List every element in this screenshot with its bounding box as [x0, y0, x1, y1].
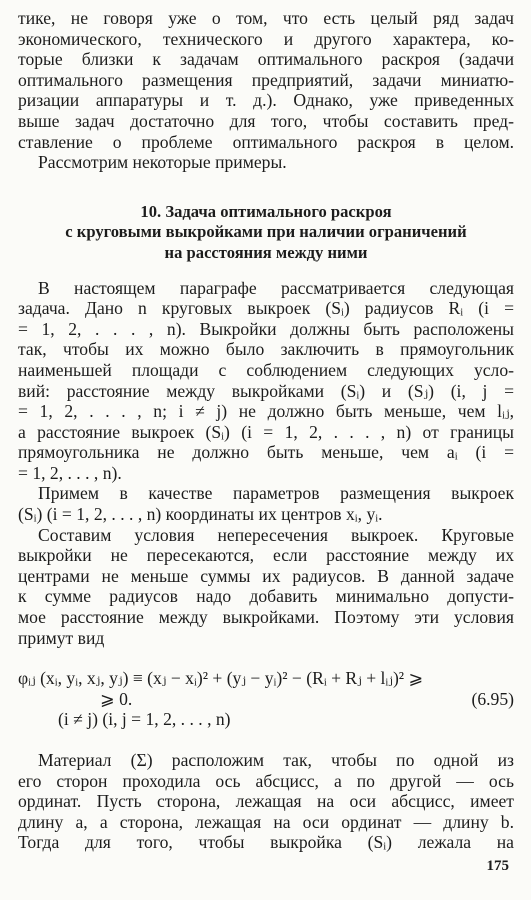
text-line: выкройки не пересекаются, если расстояние между их: [18, 545, 514, 566]
text-line: (Sᵢ) (i = 1, 2, . . . , n) координаты их центров xᵢ, yᵢ.: [18, 504, 383, 525]
page-body: [18, 8, 514, 853]
formula-line-1: φᵢⱼ (xᵢ, yᵢ, xⱼ, yⱼ) ≡ (xⱼ − xᵢ)² + (yⱼ − yᵢ)² − (Rᵢ + Rⱼ + lᵢⱼ)² ⩾: [18, 668, 424, 689]
intro-paragraph: [18, 8, 514, 173]
text-line: центрами не меньше суммы их радиусов. В данной задаче: [18, 565, 514, 586]
heading-line: на расстояния между ними: [164, 242, 368, 262]
text-line: Материал (Σ) расположим так, чтобы по одной из: [38, 750, 514, 770]
text-line: задача. Дано n круговых выкроек (Sᵢ) радиусов Rᵢ (i =: [18, 298, 514, 319]
paragraph-problem: [18, 278, 514, 484]
text-line: Рассмотрим некоторые примеры.: [38, 152, 287, 173]
heading-line: 10. Задача оптимального раскроя: [140, 201, 392, 221]
text-line: Тогда для того, чтобы выкройка (Sᵢ) лежала на: [18, 832, 514, 853]
text-line: выше задач достаточно для того, чтобы составить пред-: [18, 110, 514, 131]
section-heading: [18, 202, 514, 264]
text-line: к сумме радиусов надо добавить минимально допусти-: [18, 586, 514, 607]
formula-condition: (i ≠ j) (i, j = 1, 2, . . . , n): [58, 709, 231, 730]
equation-number: (6.95): [471, 688, 514, 709]
text-line: а расстояние выкроек (Sᵢ) (i = 1, 2, . . . , n) от границы: [18, 421, 514, 442]
text-line: тике, не говоря уже о том, что есть целый ряд задач: [18, 8, 514, 28]
paragraph-conditions: [18, 525, 514, 649]
text-line: Примем в качестве параметров размещения выкроек: [38, 483, 514, 504]
text-line: прямоугольника не должно быть меньше, чем aᵢ (i =: [18, 442, 514, 463]
text-line: = 1, 2, . . . , n).: [18, 462, 122, 483]
text-line: экономического, технического и другого характера, ко-: [18, 28, 514, 49]
text-line: примут вид: [18, 627, 105, 648]
formula-line-2: [18, 689, 514, 710]
paragraph-parameters: [18, 483, 514, 524]
paragraph-material: [18, 750, 514, 853]
text-line: длину a, а сторона, лежащая на оси ординат — длину b.: [18, 811, 514, 832]
text-line: ординат. Пусть сторона, лежащая на оси абсцисс, имеет: [18, 791, 514, 812]
text-line: его сторон проходила ось абсцисс, а по другой — ось: [18, 770, 514, 791]
text-line: вий: расстояние между выкройками (Sᵢ) и (Sⱼ) (i, j =: [18, 380, 514, 401]
text-line: = 1, 2, . . . , n; i ≠ j) не должно быть меньше, чем lᵢⱼ,: [18, 401, 514, 422]
text-line: В настоящем параграфе рассматривается следующая: [38, 277, 514, 298]
text-line: наименьшей площади с соблюдением следующих усло-: [18, 359, 514, 380]
text-line: ризации аппаратуры и т. д.). Однако, уже приведенных: [18, 90, 514, 111]
text-line: оптимального размещения предприятий, задачи миниатю-: [18, 69, 514, 90]
text-line: торые близки к задачам оптимального раскроя (задачи: [18, 49, 514, 70]
text-line: = 1, 2, . . . , n). Выкройки должны быть расположены: [18, 318, 514, 339]
formula-block: [18, 668, 514, 730]
text-line: мое расстояние между выкройками. Поэтому эти условия: [18, 607, 514, 628]
text-line: Составим условия непересечения выкроек. Круговые: [38, 524, 514, 545]
page-number: 175: [486, 858, 509, 874]
heading-line: с круговыми выкройками при наличии ограничений: [65, 222, 467, 242]
text-line: ставление о проблеме оптимального раскроя в целом.: [18, 131, 514, 152]
formula-rhs: ⩾ 0.: [100, 688, 133, 709]
text-line: так, чтобы их можно было заключить в прямоугольник: [18, 339, 514, 360]
